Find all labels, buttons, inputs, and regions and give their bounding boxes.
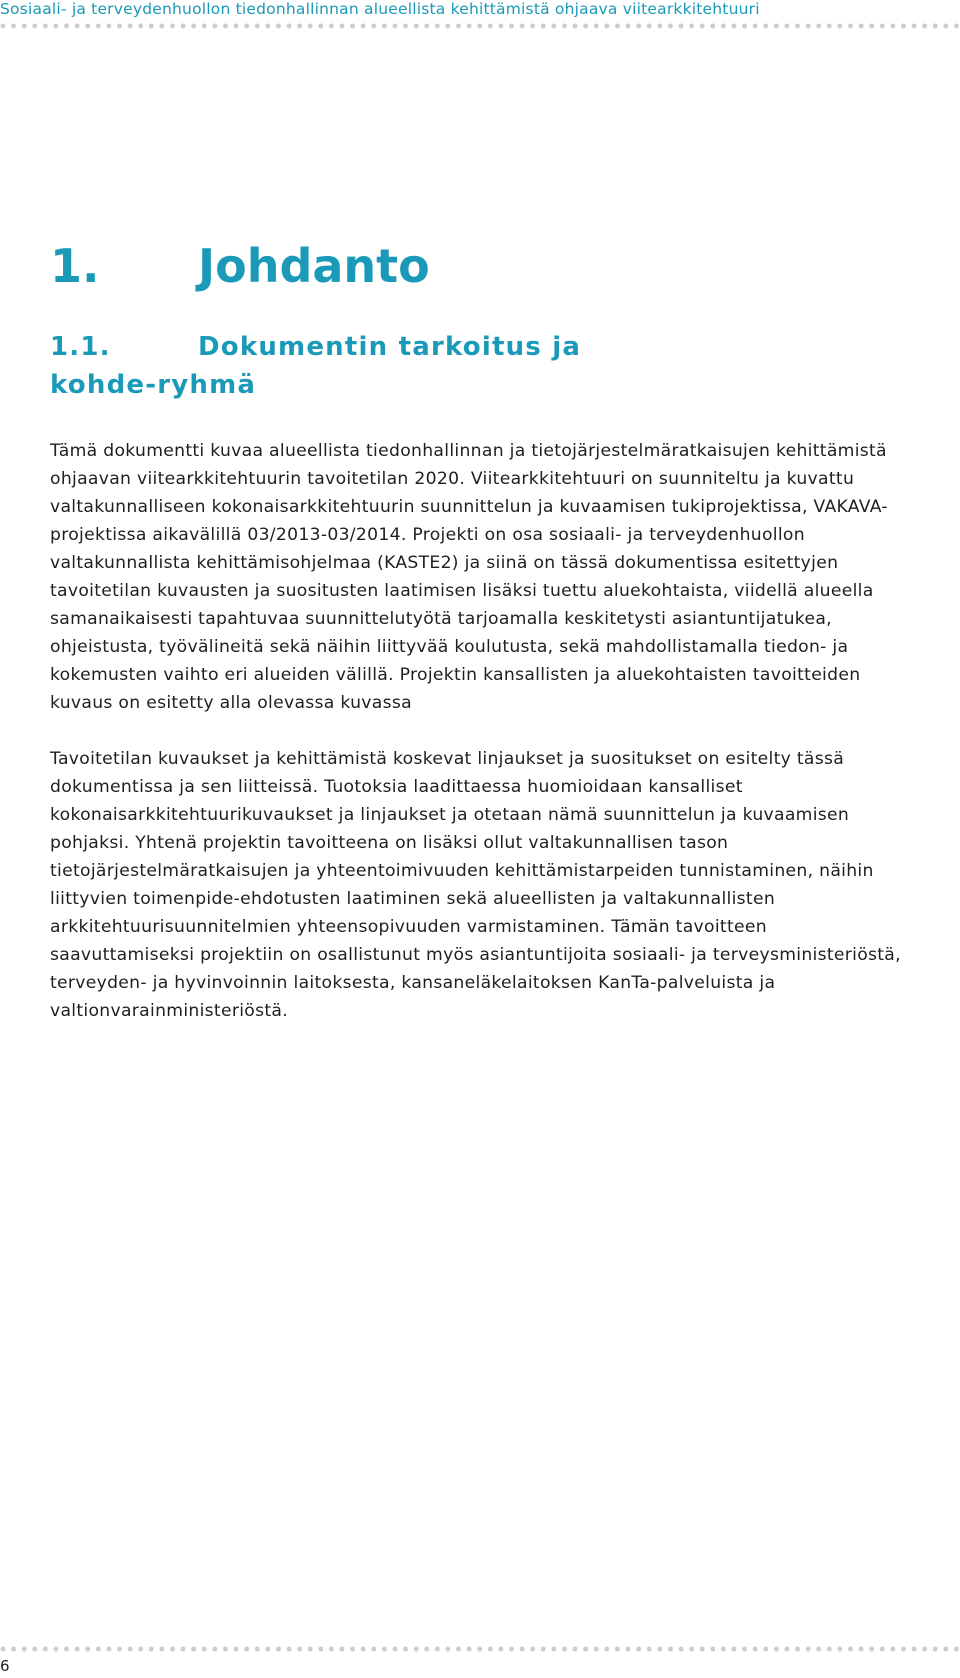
header-dotted-rule bbox=[0, 23, 960, 31]
page-number: 6 bbox=[0, 1657, 10, 1675]
chapter-number: 1. bbox=[50, 238, 100, 293]
body-text bbox=[50, 437, 910, 1025]
running-header: Sosiaali- ja terveydenhuollon tiedonhallinnan alueellista kehittämistä ohjaava viitearkkitehtuuri bbox=[0, 0, 760, 18]
footer-dotted-rule bbox=[0, 1646, 960, 1654]
section-title: Dokumentin tarkoitus ja kohde-ryhmä bbox=[50, 331, 582, 400]
section-heading bbox=[50, 328, 690, 404]
chapter-title: Johdanto bbox=[198, 238, 430, 293]
body-paragraph: Tämä dokumentti kuvaa alueellista tiedonhallinnan ja tietojärjestelmäratkaisujen kehittämistä ohjaavan viitearkkitehtuurin tavoitetilan 2020. Viitearkkitehtuuri on suunniteltu ja kuvattu valtakunnalliseen kokonaisarkkitehtuurin suunnittelun ja kuvaamisen tukiprojektissa, VAKAVA-projektissa aikavälillä 03/2013-03/2014. Projekti on osa sosiaali- ja terveydenhuollon valtakunnallista kehittämisohjelmaa (KASTE2) ja siinä on tässä dokumentissa esitettyjen tavoitetilan kuvausten ja suositusten laatimisen lisäksi tuettu aluekohtaista, viidellä alueella samanaikaisesti tapahtuvaa suunnittelutyötä tarjoamalla keskitetysti asiantuntijatukea, ohjeistusta, työvälineitä sekä näihin liittyvää koulutusta, sekä mahdollistamalla tiedon- ja kokemusten vaihto eri alueiden välillä. Projektin kansallisten ja aluekohtaisten tavoitteiden kuvaus on esitetty alla olevassa kuvassa bbox=[50, 441, 888, 713]
body-paragraph: Tavoitetilan kuvaukset ja kehittämistä koskevat linjaukset ja suositukset on esitelty tässä dokumentissa ja sen liitteissä. Tuotoksia laadittaessa huomioidaan kansalliset kokonaisarkkitehtuurikuvaukset ja linjaukset ja otetaan nämä suunnittelun ja kuvaamisen pohjaksi. Yhtenä projektin tavoitteena on lisäksi ollut valtakunnallisen tason tietojärjestelmäratkaisujen ja yhteentoimivuuden kehittämistarpeiden tunnistaminen, näihin liittyvien toimenpide-ehdotusten laatiminen sekä alueellisten ja valtakunnallisten arkkitehtuurisuunnitelmien yhteensopivuuden varmistaminen. Tämän tavoitteen saavuttamiseksi projektiin on osallistunut myös asiantuntijoita sosiaali- ja terveysministeriöstä, terveyden- ja hyvinvoinnin laitoksesta, kansaneläkelaitoksen KanTa-palveluista ja valtionvarainministeriöstä. bbox=[50, 749, 901, 1021]
section-number: 1.1. bbox=[50, 331, 111, 362]
